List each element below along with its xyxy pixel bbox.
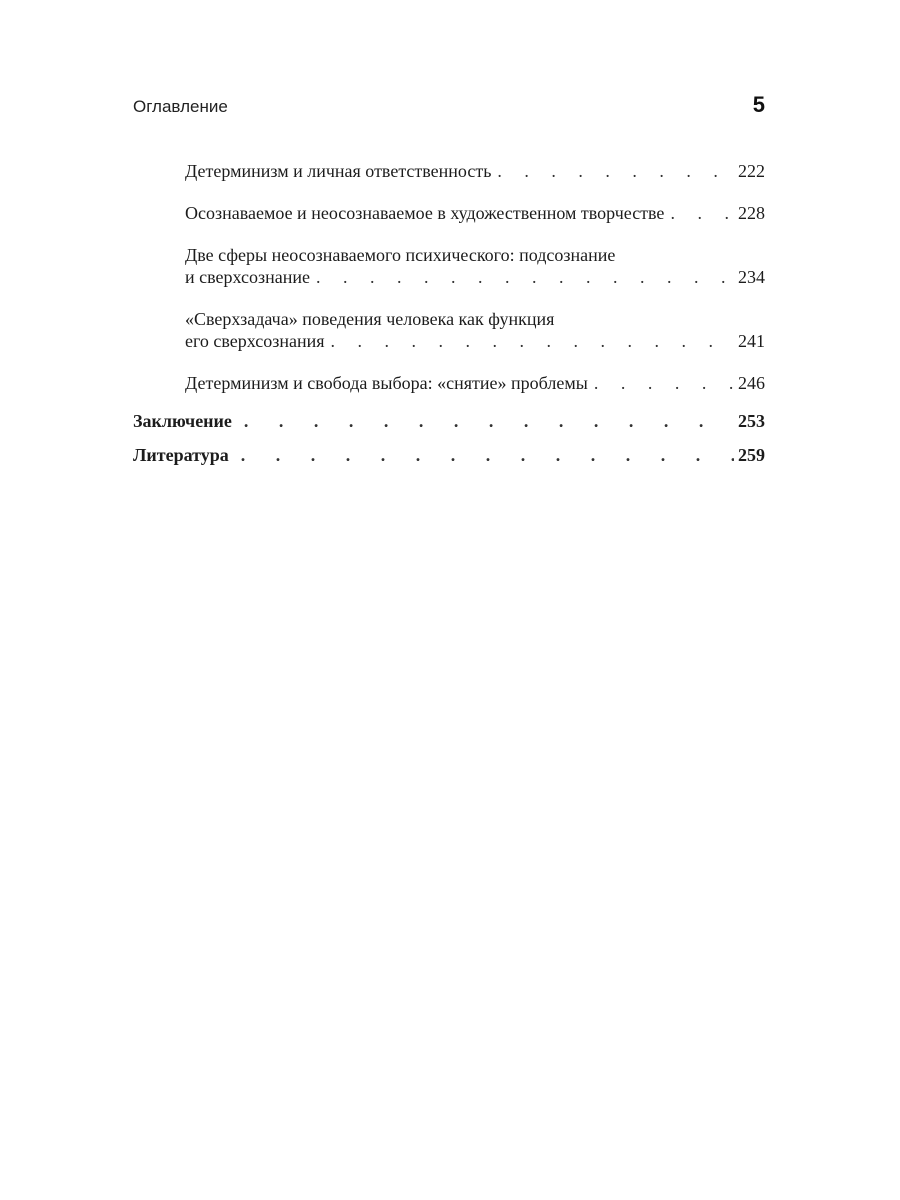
- toc-entry-page: 246: [738, 373, 765, 393]
- toc-entry[interactable]: [133, 160, 765, 182]
- dot-leader: [331, 330, 734, 352]
- toc-entry-line: [133, 410, 765, 432]
- toc-entry-title: Детерминизм и свобода выбора: «снятие» проблемы: [185, 373, 588, 393]
- toc-entry-conclusion[interactable]: [133, 410, 765, 432]
- dot-leader: [594, 372, 734, 394]
- toc-entry-title: Литература: [133, 445, 229, 465]
- toc-entry-page: 253: [738, 411, 765, 431]
- toc-entry-line: [185, 160, 765, 182]
- toc-entry-line: [185, 372, 765, 394]
- toc-entry-title: Детерминизм и личная ответственность: [185, 161, 492, 181]
- dot-leader: [316, 266, 734, 288]
- toc-entry-title-line-1: Две сферы неосознаваемого психического: подсознание: [185, 245, 616, 265]
- toc-entry-line: [185, 202, 765, 224]
- toc-entry-line: [185, 330, 765, 352]
- toc-entry-title: Осознаваемое и неосознаваемое в художественном творчестве: [185, 203, 665, 223]
- toc-entry-title-line-1: «Сверхзадача» поведения человека как функция: [185, 309, 555, 329]
- page-number: 5: [752, 92, 765, 117]
- toc-entry-line: [133, 444, 765, 466]
- toc-entry-references[interactable]: [133, 444, 765, 466]
- toc-entry-page: 241: [738, 331, 765, 351]
- running-section-title: Оглавление: [133, 97, 228, 116]
- toc-entry-title: Заключение: [133, 411, 232, 431]
- table-of-contents: [133, 160, 765, 466]
- toc-entry[interactable]: [133, 202, 765, 224]
- running-head: [133, 92, 765, 122]
- dot-leader: [497, 160, 734, 182]
- toc-entry-page: 234: [738, 267, 765, 287]
- toc-entry-line: [185, 266, 765, 288]
- toc-entry-page: 228: [738, 203, 765, 223]
- dot-leader: [670, 202, 734, 224]
- toc-entry-page: 259: [738, 445, 765, 465]
- toc-entry[interactable]: [133, 372, 765, 394]
- toc-entry-title-line-2: его сверхсознания: [185, 331, 325, 351]
- dot-leader: [241, 444, 734, 466]
- dot-leader: [244, 410, 734, 432]
- toc-entry[interactable]: [133, 308, 765, 352]
- toc-entry-title-line-2: и сверхсознание: [185, 267, 310, 287]
- toc-entry[interactable]: [133, 244, 765, 288]
- toc-entry-page: 222: [738, 161, 765, 181]
